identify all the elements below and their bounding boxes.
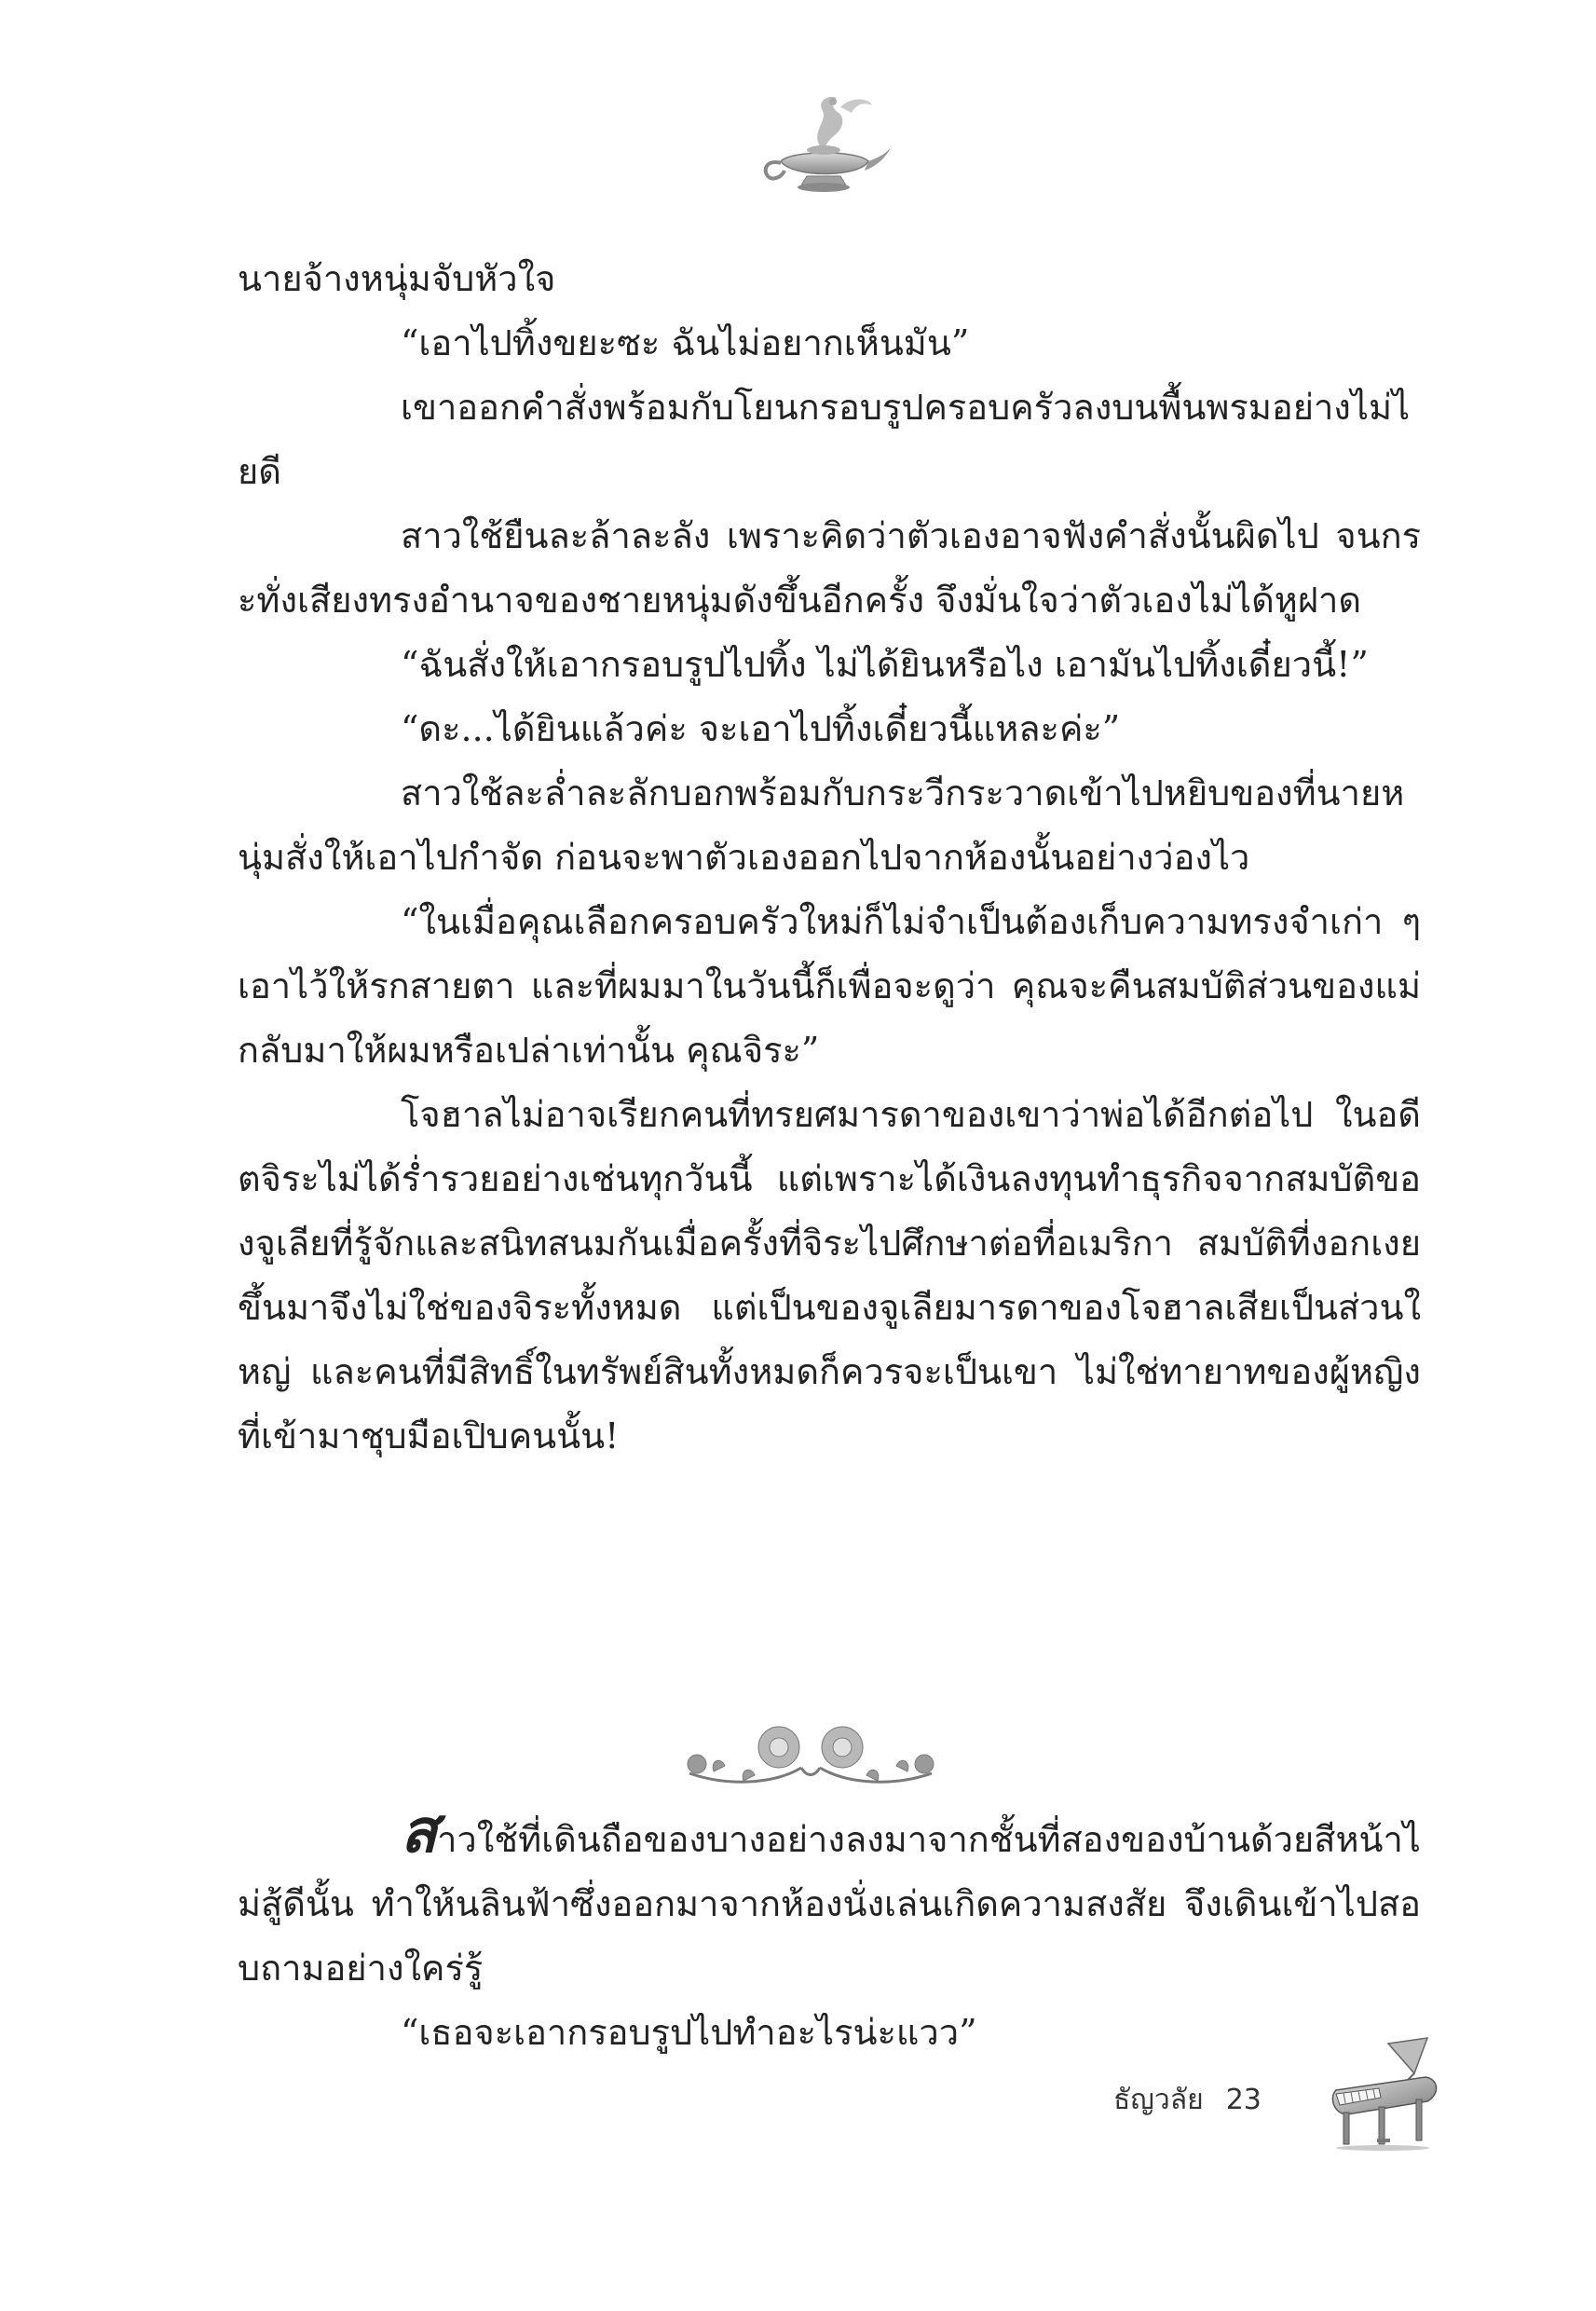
- paragraph: “ฉันสั่งให้เอากรอบรูปไปทิ้ง ไม่ได้ยินหรือไง เอามันไปทิ้งเดี๋ยวนี้!”: [401, 644, 1369, 685]
- paragraph: เขาออกคำสั่งพร้อมกับโยนกรอบรูปครอบครัวลงบนพื้นพรมอย่างไม่ไยดี: [238, 387, 1411, 492]
- page-number: 23: [1225, 2084, 1262, 2116]
- paragraph: สาวใช้ยืนละล้าละลัง เพราะคิดว่าตัวเองอาจฟังคำสั่งนั้นผิดไป จนกระทั่งเสียงทรงอำนาจของชายหนุ่มดังขึ้นอีกครั้ง จึงมั่นใจว่าตัวเองไม่ได้หูฝาด: [238, 515, 1421, 621]
- genie-lamp-icon: [755, 89, 894, 200]
- grand-piano-icon: [1323, 2036, 1444, 2153]
- floral-divider-icon: [671, 1719, 950, 1794]
- paragraph: “ในเมื่อคุณเลือกครอบครัวใหม่ก็ไม่จำเป็นต้องเก็บความทรงจำเก่า ๆ เอาไว้ให้รกสายตา และที่ผมมาในวันนี้ก็เพื่อจะดูว่า คุณจะคืนสมบัติส่วนของแม่กลับมาให้ผมหรือเปล่าเท่านั้น คุณจิระ”: [238, 901, 1421, 1071]
- paragraph: “เธอจะเอากรอบรูปไปทำอะไรน่ะแวว”: [401, 2012, 977, 2053]
- paragraph: นายจ้างหนุ่มจับหัวใจ: [238, 258, 556, 299]
- paragraph: “เอาไปทิ้งขยะซะ ฉันไม่อยากเห็นมัน”: [401, 322, 970, 363]
- paragraph: “ดะ...ได้ยินแล้วค่ะ จะเอาไปทิ้งเดี๋ยวนี้แหละค่ะ”: [401, 708, 1121, 749]
- book-title: ธัญวลัย: [1113, 2084, 1204, 2116]
- body-text: [238, 247, 1421, 1469]
- paragraph-text: าวใช้ที่เดินถือของบางอย่างลงมาจากชั้นที่สองของบ้านด้วยสีหน้าไม่สู้ดีนั้น ทำให้นลินฟ้าซึ่งออกมาจากห้องนั่งเล่นเกิดความสงสัย จึงเดินเข้าไปสอบถามอย่างใคร่รู้: [238, 1819, 1421, 1989]
- paragraph: [238, 1798, 1421, 2001]
- paragraph: สาวใช้ละล่ำละลักบอกพร้อมกับกระวีกระวาดเข้าไปหยิบของที่นายหนุ่มสั่งให้เอาไปกำจัด ก่อนจะพาตัวเองออกไปจากห้องนั้นอย่างว่องไว: [238, 773, 1405, 878]
- paragraph: โจฮาลไม่อาจเรียกคนที่ทรยศมารดาของเขาว่าพ่อได้อีกต่อไป ในอดีตจิระไม่ได้ร่ำรวยอย่างเช่นทุกวันนี้ แต่เพราะได้เงินลงทุนทำธุรกิจจากสมบัติของจูเลียที่รู้จักและสนิทสนมกันเมื่อครั้งที่จิระไปศึกษาต่อที่อเมริกา สมบัติที่งอกเงยขึ้นมาจึงไม่ใช่ของจิระทั้งหมด แต่เป็นของจูเลียมารดาของโจฮาลเสียเป็นส่วนใหญ่ และคนที่มีสิทธิ์ในทรัพย์สินทั้งหมดก็ควรจะเป็นเขา ไม่ใช่ทายาทของผู้หญิงที่เข้ามาชุบมือเปิบคนนั้น!: [238, 1094, 1421, 1456]
- page-footer: [1113, 2078, 1284, 2122]
- section-two: [238, 1798, 1421, 2065]
- drop-cap: ส: [401, 1798, 438, 1867]
